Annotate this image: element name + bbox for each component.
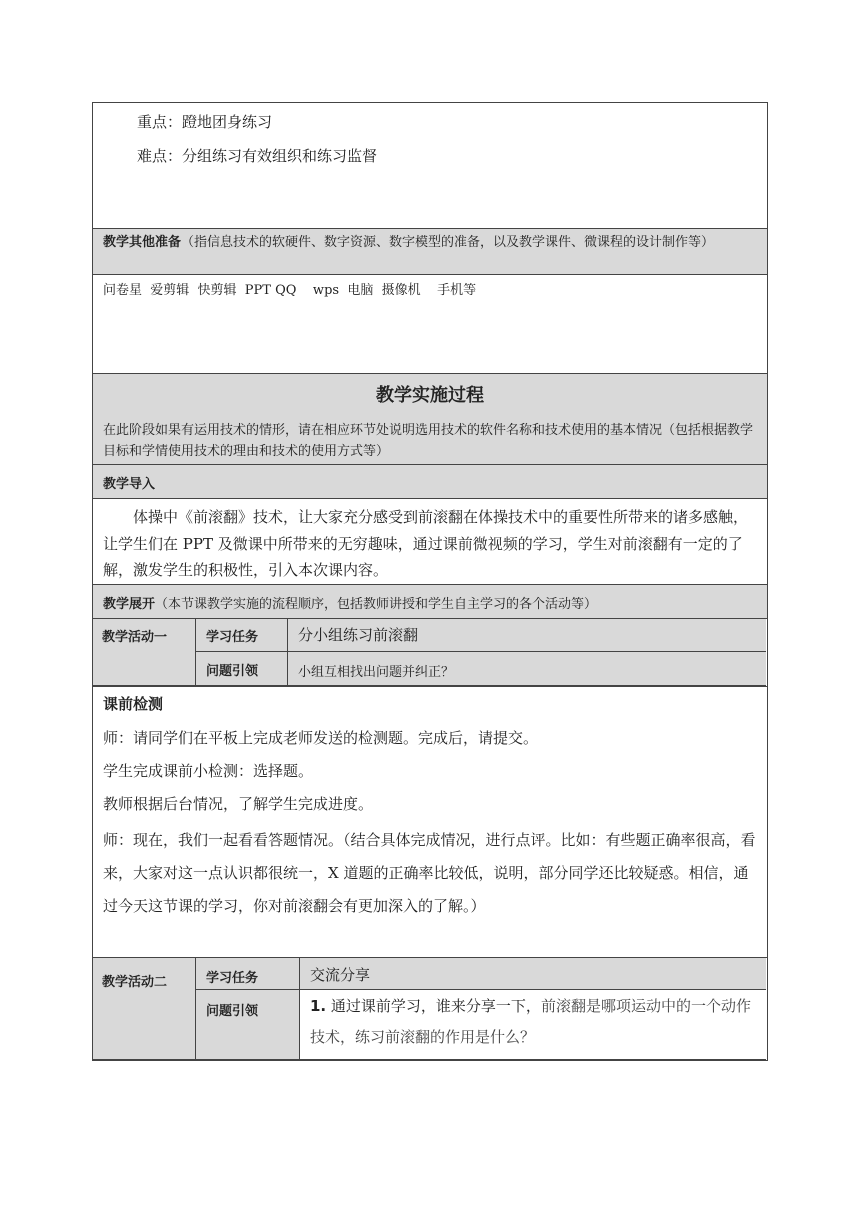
process-description: 在此阶段如果有运用技术的情形，请在相应环节处说明选用技术的软件名称和技术使用的基本情况（包括根据教学目标和学情使用技术的理由和技术的使用方式等） — [103, 423, 754, 459]
other-prep-header-row — [93, 229, 768, 275]
pre-check-cell — [93, 686, 768, 957]
activity2-question-cell — [300, 989, 767, 1059]
intro-text-part2: 通过课前微视频的学习，学生对前滚翻有一定的了解，激发学生的积极性，引入本次课内容。 — [103, 534, 743, 579]
focus-cell — [93, 103, 768, 229]
activity1-task-cell — [288, 618, 767, 652]
activity2-question-a: 通过课前学习，谁来分享一下， — [330, 996, 541, 1015]
process-title: 教学实施过程 — [376, 385, 484, 406]
activity2-table — [92, 957, 766, 1060]
activity2-question-b: 前滚翻是哪项运动中的一个动作技术，练习前滚翻的作用是什么？ — [310, 996, 751, 1046]
activity2-label-cell — [92, 957, 196, 1060]
pre-check-row — [93, 686, 768, 957]
other-prep-label: 教学其他准备 — [103, 235, 182, 250]
pre-check-line4: 师：现在，我们一起看看答题情况。（结合具体完成情况，进行点评。比如：有些题正确率很高，看来，大家对这一点认识都很统一，X 道题的正确率比较低，说明，部分同学还比较疑惑。相信，通过今天这节课的学习，你对前滚翻会有更加深入的了解。） — [103, 830, 756, 915]
activity2-task-cell — [300, 957, 767, 990]
process-row — [93, 374, 768, 465]
activity2-question-label: 问题引领 — [206, 1003, 259, 1019]
pre-check-line1: 师：请同学们在平板上完成老师发送的检测题。完成后，请提交。 — [103, 728, 539, 747]
development-label: 教学展开 — [103, 596, 156, 612]
activity1-question: 小组互相找出问题并纠正？ — [298, 664, 455, 680]
activity2-task-label: 学习任务 — [206, 970, 259, 986]
other-prep-content-row — [93, 275, 768, 374]
activity2-row — [93, 957, 768, 1060]
key-point: 重点：蹬地团身练习 — [137, 113, 273, 131]
activity2-question-num: 1. — [310, 996, 327, 1015]
activity1-question-label: 问题引领 — [206, 663, 259, 679]
activity1-task-label-cell — [196, 618, 288, 652]
lesson-plan-table — [92, 102, 768, 1061]
activity1-table — [92, 618, 766, 686]
development-note: （本节课教学实施的流程顺序，包括教师讲授和学生自主学习的各个活动等） — [155, 596, 598, 612]
intro-label: 教学导入 — [103, 477, 156, 492]
intro-text-cell — [93, 499, 768, 585]
pre-check-line3: 教师根据后台情况，了解学生完成进度。 — [103, 794, 374, 813]
activity1-task: 分小组练习前滚翻 — [298, 625, 419, 644]
other-prep-note: （指信息技术的软硬件、数字资源、数字模型的准备，以及教学课件、微课程的设计制作等） — [181, 235, 715, 250]
other-prep-header — [93, 229, 768, 275]
pre-check-line2: 学生完成课前小检测：选择题。 — [103, 761, 314, 780]
activity1-label: 教学活动一 — [102, 629, 168, 645]
intro-label-row — [93, 465, 768, 499]
process-cell — [93, 374, 768, 465]
activity2-label: 教学活动二 — [102, 974, 168, 990]
pre-check-heading: 课前检测 — [103, 694, 164, 713]
lesson-plan-page — [92, 102, 768, 1061]
difficult-point: 难点：分组练习有效组织和练习监督 — [137, 147, 378, 165]
intro-text-row — [93, 499, 768, 585]
activity2-task: 交流分享 — [310, 965, 371, 984]
activity1-question-label-cell — [196, 651, 288, 685]
intro-label-cell — [93, 465, 768, 499]
activity1-cell — [93, 618, 768, 686]
activity2-task-label-cell — [196, 957, 300, 990]
development-header — [93, 584, 768, 618]
focus-row — [93, 103, 768, 229]
intro-text — [93, 499, 767, 584]
activity2-question — [300, 990, 766, 1053]
activity1-row — [93, 618, 768, 686]
activity1-question-cell — [288, 651, 767, 685]
activity1-task-label: 学习任务 — [206, 629, 259, 645]
other-prep-content-cell — [93, 275, 768, 374]
activity2-cell — [93, 957, 768, 1060]
other-prep-content: 问卷星 爱剪辑 快剪辑 PPT QQ wps 电脑 摄像机 手机等 — [103, 283, 477, 298]
activity1-label-cell — [92, 618, 196, 686]
development-header-row — [93, 584, 768, 618]
activity2-question-label-cell — [196, 989, 300, 1059]
intro-text-part1: 体操中《前滚翻》技术，让大家充分感受到前滚翻在体操技术中的重要性所带来的诸多感触，让学生们在 PPT 及微课中所带来的无穷趣味， — [103, 508, 749, 553]
